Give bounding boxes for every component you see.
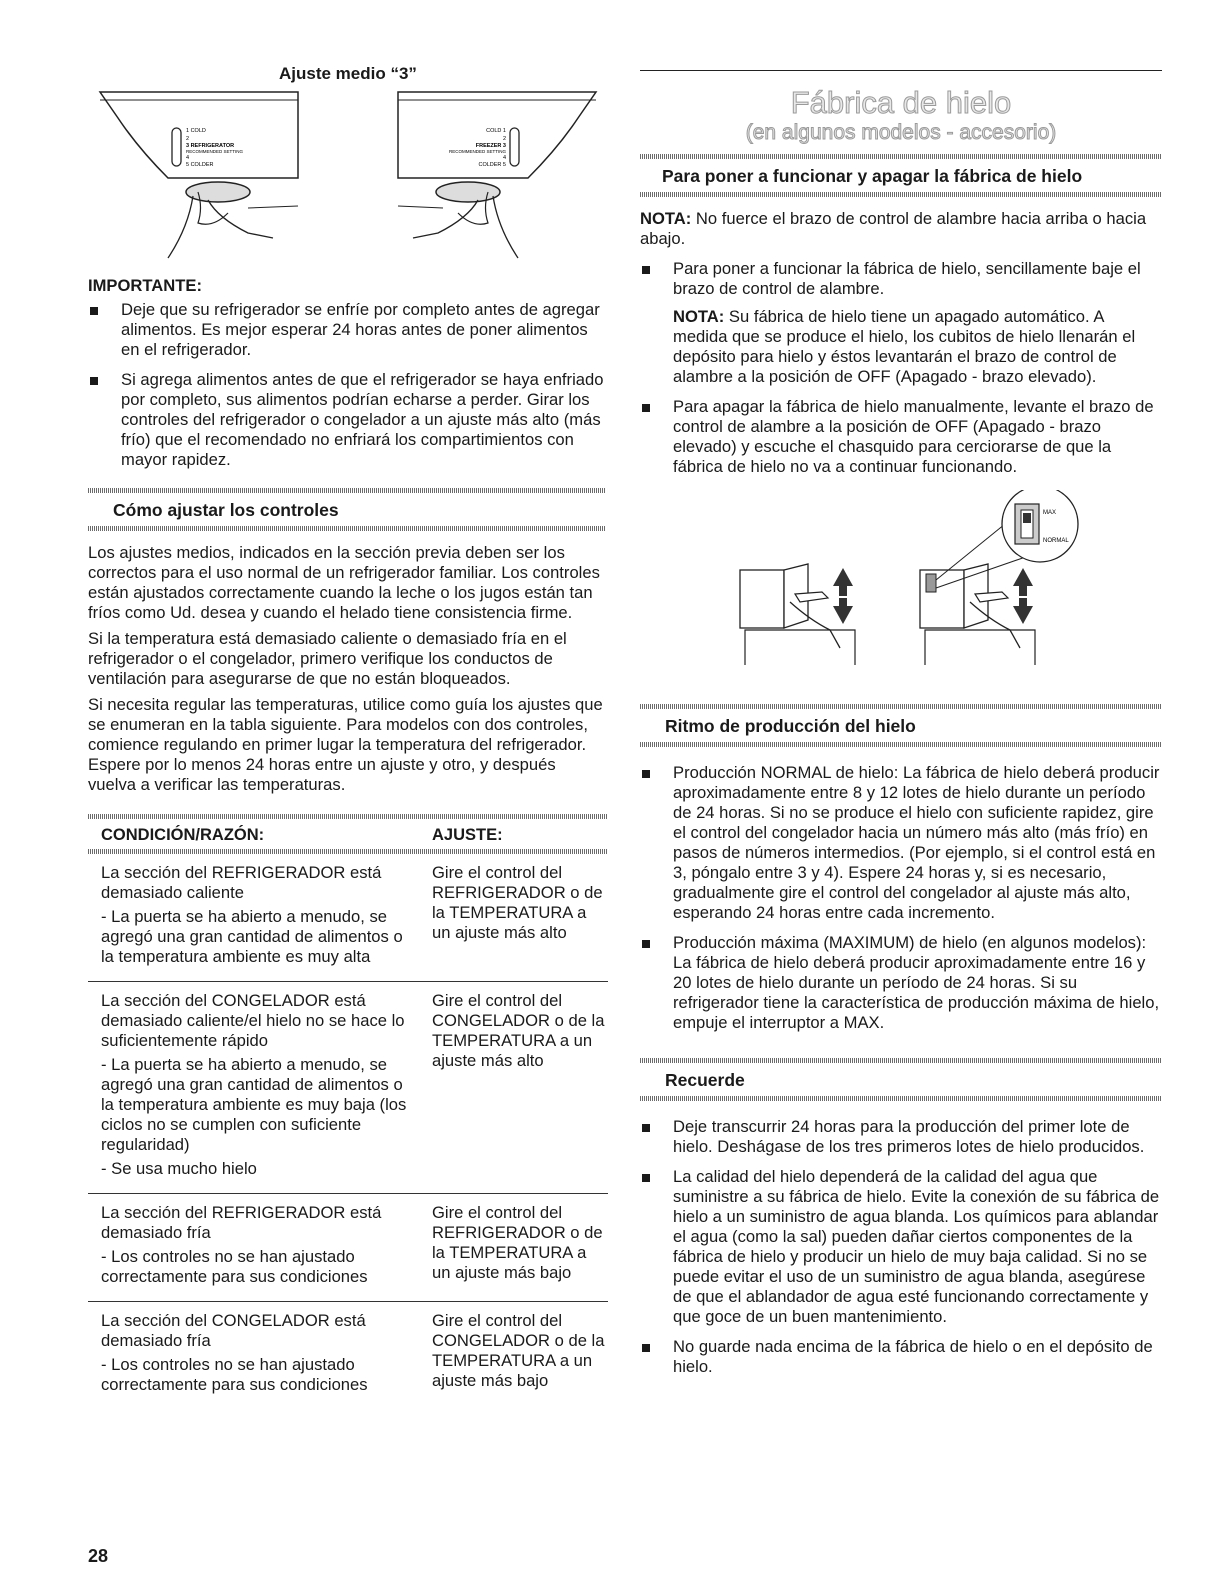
row4-condition: La sección del CONGELADOR está demasiado fría bbox=[101, 1311, 366, 1350]
s3-bullet-1: Deje transcurrir 24 horas para la producción del primer lote de hielo. Deshágase de los tres primeros lotes de hielo producidos. bbox=[640, 1117, 1162, 1157]
s3-bullet-2: La calidad del hielo dependerá de la calidad del agua que suministre a su fábrica de hielo. Evite la conexión de su fábrica de hielo a un suministro de agua blanda. Los químicos para ablandar el agua (como la sal) pueden dañar ciertos componentes de la fábrica de hielo y producir un hielo de muy baja calidad. Si no se puede evitar el uso de un suministro de agua blanda, asegúrese de que el ablandador de agua esté funcionando correctamente y que goce de un buen mantenimiento. bbox=[640, 1167, 1162, 1327]
dial-left-label-rec: RECOMMENDED SETTING bbox=[186, 149, 244, 154]
icemaker-illustration bbox=[730, 490, 1140, 680]
importante-bullet-2: Si agrega alimentos antes de que el refrigerador se haya enfriado por completo, sus alimentos podrían echarse a perder. Girar los controles del refrigerador o congelador a un ajuste más alto (más frío) que el recomendado no enfriará los compartimientos con mayor rapidez. bbox=[88, 370, 608, 470]
table-row bbox=[88, 982, 608, 1194]
icemaker-title: Fábrica de hielo bbox=[790, 85, 1012, 120]
dial-right-label-4: 4 bbox=[502, 155, 506, 161]
knob-left bbox=[186, 182, 250, 202]
switch-label-normal: NORMAL bbox=[1043, 538, 1069, 544]
dial-right-label-3: FREEZER 3 bbox=[475, 143, 506, 149]
s2-bullet-1: Producción NORMAL de hielo: La fábrica de hielo deberá producir aproximadamente entre 8 y 12 lotes de hielo durante un período de 24 horas. Si no se produce el hielo con suficiente rapidez, gire el control del congelador hacia un número más alto (más frío) en pasos de números intermedios. (Por ejemplo, si el control está en 3, póngalo entre 3 y 4). Espere 24 horas y, si es necesario, gradualmente gire el control del congelador al ajuste más alto, esperando 24 horas entre cada incremento. bbox=[640, 763, 1162, 923]
s2-title: Ritmo de producción del hielo bbox=[665, 716, 916, 736]
s1-bullet-1 bbox=[640, 259, 1162, 299]
dial-left-track bbox=[172, 128, 181, 166]
row4-adjust: Gire el control del CONGELADOR o de la TEMPERATURA a un ajuste más bajo bbox=[432, 1311, 605, 1390]
nota-1-label: NOTA: bbox=[640, 209, 692, 228]
row3-adjust: Gire el control del REFRIGERADOR o de la TEMPERATURA a un ajuste más bajo bbox=[432, 1203, 603, 1282]
row2-condition: La sección del CONGELADOR está demasiado caliente/el hielo no se hace lo suficientemente rápido bbox=[101, 991, 405, 1050]
paragraph-3: Si necesita regular las temperaturas, utilice como guía los ajustes que se enumeran en la tabla siguiente. Para modelos con dos controles, comience regulando en primer lugar la temperatura del refrigerador. Espere por lo menos 24 horas entre un ajuste y otro, y después vuelva a verificar las temperaturas. bbox=[88, 695, 603, 794]
nota-2-label: NOTA: bbox=[673, 307, 725, 326]
figure-caption: Ajuste medio “3” bbox=[279, 64, 417, 83]
s3-rule-bottom bbox=[640, 1096, 1162, 1101]
nota-2 bbox=[640, 307, 1162, 387]
switch-label-max: MAX bbox=[1043, 510, 1057, 516]
dial-right-label-1: COLD 1 bbox=[486, 128, 506, 134]
table-row bbox=[88, 854, 608, 982]
nota-2-text: Su fábrica de hielo tiene un apagado automático. A medida que se produce el hielo, los cubitos de hielo llenarán el depósito para hielo y éstos levantarán el brazo de control de alambre a la posición de OFF (Apagado - brazo elevado). bbox=[673, 307, 1136, 386]
s1-title: Para poner a funcionar y apagar la fábrica de hielo bbox=[662, 166, 1083, 186]
icemaker-subtitle: (en algunos modelos - accesorio) bbox=[745, 121, 1057, 144]
arrow-down-left bbox=[833, 598, 853, 624]
s1-bullet-1-text: Para poner a funcionar la fábrica de hielo, sencillamente baje el brazo de control de alambre. bbox=[673, 259, 1141, 298]
adjustment-table bbox=[88, 814, 608, 1409]
row1-condition: La sección del REFRIGERADOR está demasiado caliente bbox=[101, 863, 382, 902]
dial-left-label-2: 2 bbox=[186, 136, 190, 142]
nota-1-text: No fuerce el brazo de control de alambre hacia arriba o hacia abajo. bbox=[640, 209, 1147, 248]
row1-adjust: Gire el control del REFRIGERADOR o de la TEMPERATURA a un ajuste más alto bbox=[432, 863, 603, 942]
paragraph-1: Los ajustes medios, indicados en la sección previa deben ser los correctos para el uso normal de un refrigerador familiar. Los controles están ajustados correctamente cuando la leche o los jugos están tan fríos como Ud. desea y cuando el helado tiene consistencia firme. bbox=[88, 543, 600, 622]
row3-condition: La sección del REFRIGERADOR está demasiado fría bbox=[101, 1203, 382, 1242]
dial-left-label-4: 4 bbox=[186, 155, 190, 161]
table-header-condition: CONDICIÓN/RAZÓN: bbox=[101, 826, 265, 844]
nota-1 bbox=[640, 209, 1162, 249]
s1-rule-bottom bbox=[640, 192, 1162, 197]
s1-bullet-2: Para apagar la fábrica de hielo manualmente, levante el brazo de control de alambre a la posición de OFF (Apagado - brazo elevado) y escuche el chasquido para cerciorarse de que la fábrica de hielo no va a continuar funcionando. bbox=[640, 397, 1162, 477]
s3-title: Recuerde bbox=[665, 1070, 745, 1090]
dial-right-label-rec: RECOMMENDED SETTING bbox=[448, 149, 506, 154]
importante-bullet-1: Deje que su refrigerador se enfríe por completo antes de agregar alimentos. Es mejor esperar 24 horas antes de poner alimentos en el refrigerador. bbox=[88, 300, 608, 360]
switch-zoom-circle bbox=[1002, 490, 1078, 562]
row4-reason: - Los controles no se han ajustado correctamente para sus condiciones bbox=[101, 1355, 368, 1394]
page-number: 28 bbox=[88, 1546, 109, 1566]
top-rule bbox=[640, 70, 1162, 71]
s2-bullet-2: Producción máxima (MAXIMUM) de hielo (en algunos modelos): La fábrica de hielo deberá producir aproximadamente entre 16 y 20 lotes de hielo durante un período de 24 horas. Si su refrigerador tiene la característica de producción máxima de hielo, empuje el interruptor a MAX. bbox=[640, 933, 1162, 1033]
paragraph-2: Si la temperatura está demasiado caliente o demasiado fría en el refrigerador o el congelador, primero verifique los conductos de ventilación para asegurarse de que no están bloqueados. bbox=[88, 629, 567, 688]
table-header-adjust: AJUSTE: bbox=[432, 826, 503, 844]
dial-right-track bbox=[510, 128, 519, 166]
row1-reason: - La puerta se ha abierto a menudo, se agregó una gran cantidad de alimentos o la temperatura ambiente es muy alta bbox=[101, 907, 403, 966]
s2-rule-bottom bbox=[640, 742, 1162, 747]
dial-left-label-5: 5 COLDER bbox=[186, 162, 214, 168]
row3-reason: - Los controles no se han ajustado correctamente para sus condiciones bbox=[101, 1247, 368, 1286]
section-title-ajustar: Cómo ajustar los controles bbox=[113, 500, 339, 520]
table-row bbox=[88, 1302, 608, 1409]
row2-reason-2: - Se usa mucho hielo bbox=[101, 1159, 257, 1178]
dial-left-label-3: 3 REFRIGERATOR bbox=[186, 143, 235, 149]
knob-right bbox=[436, 182, 500, 202]
arrow-down-right bbox=[1013, 598, 1033, 624]
section-rule-bottom bbox=[88, 526, 606, 531]
dial-right-label-5: COLDER 5 bbox=[478, 162, 506, 168]
dial-left-label-1: 1 COLD bbox=[186, 128, 206, 134]
row2-adjust: Gire el control del CONGELADOR o de la TEMPERATURA a un ajuste más alto bbox=[432, 991, 605, 1070]
row2-reason: - La puerta se ha abierto a menudo, se agregó una gran cantidad de alimentos o la temperatura ambiente es muy baja (los ciclos no se cumplen con suficiente regularidad) bbox=[101, 1055, 407, 1154]
dial-right-label-2: 2 bbox=[502, 136, 506, 142]
s3-bullet-3: No guarde nada encima de la fábrica de hielo o en el depósito de hielo. bbox=[640, 1337, 1162, 1377]
table-row bbox=[88, 1194, 608, 1302]
control-dial-illustration bbox=[98, 88, 598, 268]
arrow-up-right bbox=[1013, 568, 1033, 596]
importante-heading: IMPORTANTE: bbox=[88, 276, 202, 295]
arrow-up-left bbox=[833, 568, 853, 596]
